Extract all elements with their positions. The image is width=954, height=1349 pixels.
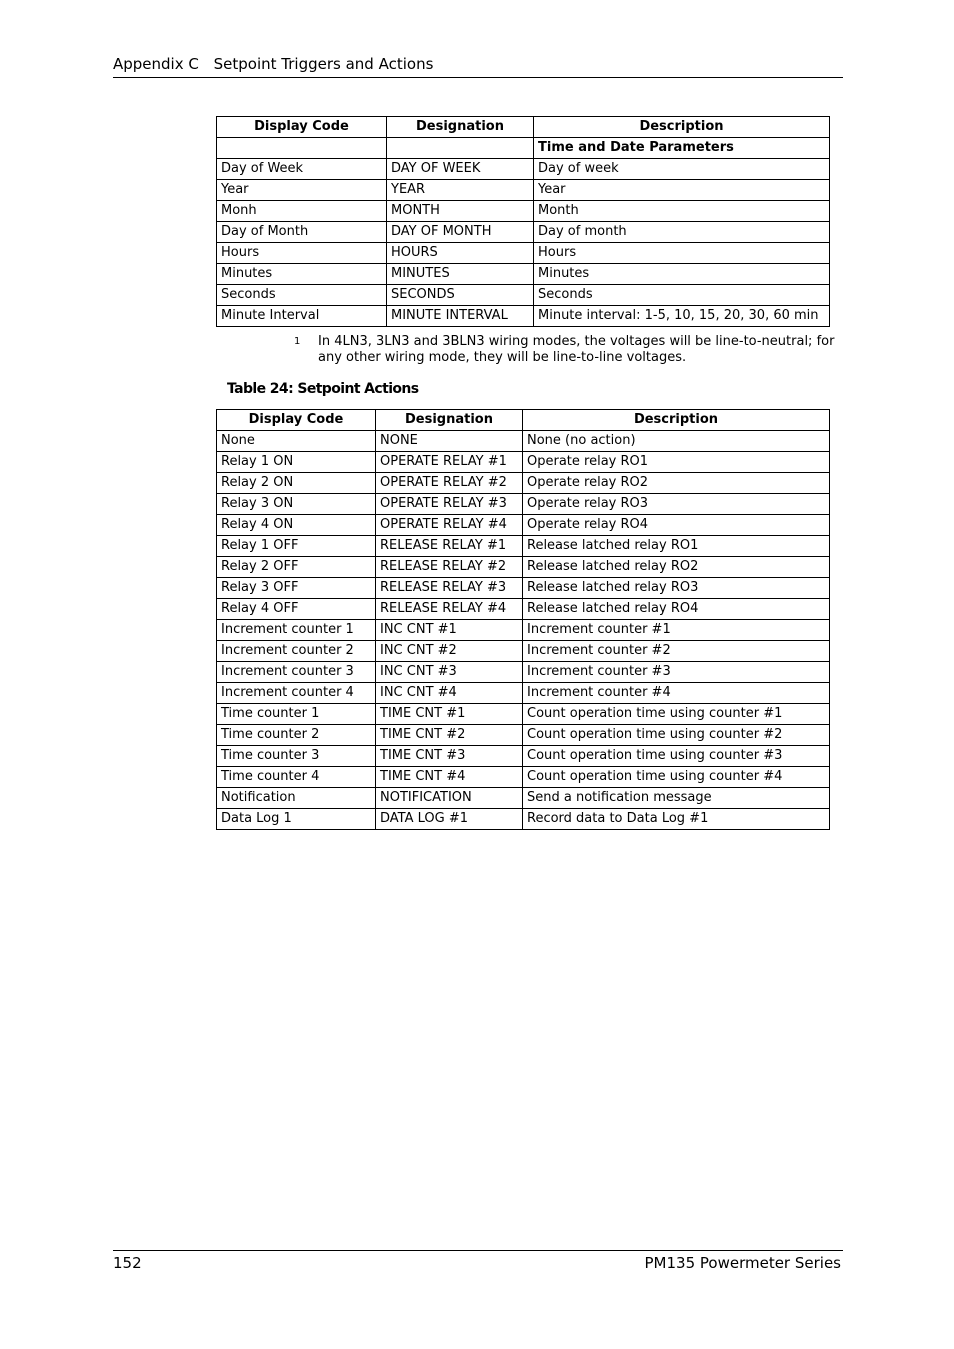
table-row [217, 201, 830, 222]
table-cell: Count operation time using counter #2 [523, 725, 830, 746]
table-cell: Relay 3 OFF [217, 578, 376, 599]
table-cell: Seconds [534, 285, 830, 306]
table-row [217, 620, 830, 641]
table-cell: Relay 3 ON [217, 494, 376, 515]
table-subheader: Time and Date Parameters [534, 138, 830, 159]
table-subheader-row [217, 138, 830, 159]
table-cell: DAY OF MONTH [387, 222, 534, 243]
table-cell: Data Log 1 [217, 809, 376, 830]
column-header: Display Code [217, 117, 387, 138]
table-cell: TIME CNT #4 [376, 767, 523, 788]
table-row [217, 746, 830, 767]
table-cell: Increment counter 4 [217, 683, 376, 704]
table-row [217, 704, 830, 725]
table-header-row [217, 410, 830, 431]
table-cell: Relay 1 ON [217, 452, 376, 473]
table-cell: Increment counter #2 [523, 641, 830, 662]
table-cell: INC CNT #2 [376, 641, 523, 662]
table-cell: MINUTES [387, 264, 534, 285]
table-cell: Release latched relay RO2 [523, 557, 830, 578]
table-row [217, 452, 830, 473]
table-cell: Relay 2 ON [217, 473, 376, 494]
table-row [217, 725, 830, 746]
table-cell: Release latched relay RO1 [523, 536, 830, 557]
page-footer [113, 1250, 843, 1272]
table-row [217, 788, 830, 809]
table-cell: Count operation time using counter #3 [523, 746, 830, 767]
table-caption: Table 24: Setpoint Actions [227, 381, 419, 397]
table-row [217, 515, 830, 536]
table-cell: Relay 2 OFF [217, 557, 376, 578]
table-row [217, 473, 830, 494]
table-row [217, 243, 830, 264]
table-cell: Month [534, 201, 830, 222]
table-cell: Count operation time using counter #1 [523, 704, 830, 725]
table-cell: Increment counter #4 [523, 683, 830, 704]
table-cell: Increment counter 1 [217, 620, 376, 641]
table-cell: DAY OF WEEK [387, 159, 534, 180]
table-cell: Day of week [534, 159, 830, 180]
table-cell: MONTH [387, 201, 534, 222]
table-cell: OPERATE RELAY #3 [376, 494, 523, 515]
table-cell: Minutes [217, 264, 387, 285]
page-header [113, 54, 843, 78]
table-cell: MINUTE INTERVAL [387, 306, 534, 327]
table-cell: Minutes [534, 264, 830, 285]
table-cell: Time counter 4 [217, 767, 376, 788]
table-cell: Relay 1 OFF [217, 536, 376, 557]
table-cell: Year [534, 180, 830, 201]
footnote-mark: 1 [294, 336, 301, 347]
table-cell: Record data to Data Log #1 [523, 809, 830, 830]
time-date-parameters-table [216, 116, 830, 327]
header-title: Setpoint Triggers and Actions [213, 55, 434, 73]
column-header: Description [523, 410, 830, 431]
table-cell: RELEASE RELAY #3 [376, 578, 523, 599]
table-cell: INC CNT #3 [376, 662, 523, 683]
table-header-row [217, 117, 830, 138]
appendix-label: Appendix C [113, 55, 199, 73]
table-cell: NONE [376, 431, 523, 452]
table-cell: RELEASE RELAY #4 [376, 599, 523, 620]
table-cell: OPERATE RELAY #4 [376, 515, 523, 536]
table-cell: RELEASE RELAY #1 [376, 536, 523, 557]
product-name: PM135 Powermeter Series [644, 1254, 841, 1272]
table-cell: Increment counter #1 [523, 620, 830, 641]
table-row [217, 536, 830, 557]
table-row [217, 599, 830, 620]
table-cell: Operate relay RO3 [523, 494, 830, 515]
table-cell: SECONDS [387, 285, 534, 306]
table-cell: Count operation time using counter #4 [523, 767, 830, 788]
table-cell: Year [217, 180, 387, 201]
table-cell: YEAR [387, 180, 534, 201]
table-cell: HOURS [387, 243, 534, 264]
table-cell: TIME CNT #3 [376, 746, 523, 767]
table-cell: Operate relay RO4 [523, 515, 830, 536]
table-row [217, 159, 830, 180]
table-row [217, 578, 830, 599]
table-cell: Monh [217, 201, 387, 222]
table-row [217, 662, 830, 683]
table-cell: Operate relay RO1 [523, 452, 830, 473]
column-header: Display Code [217, 410, 376, 431]
table-cell: Increment counter 2 [217, 641, 376, 662]
table-cell: Increment counter 3 [217, 662, 376, 683]
table-cell: Minute interval: 1-5, 10, 15, 20, 30, 60 min [534, 306, 830, 327]
table-cell: Day of Week [217, 159, 387, 180]
table-cell: Operate relay RO2 [523, 473, 830, 494]
table-row [217, 683, 830, 704]
table-cell: TIME CNT #2 [376, 725, 523, 746]
table-cell: Notification [217, 788, 376, 809]
column-header: Designation [376, 410, 523, 431]
table-row [217, 222, 830, 243]
table-row [217, 809, 830, 830]
table-cell: Day of Month [217, 222, 387, 243]
page-number: 152 [113, 1254, 142, 1272]
table-cell [217, 138, 387, 159]
table-row [217, 557, 830, 578]
table-row [217, 767, 830, 788]
table-cell: Seconds [217, 285, 387, 306]
table-cell: INC CNT #1 [376, 620, 523, 641]
table-cell: Minute Interval [217, 306, 387, 327]
table-row [217, 180, 830, 201]
table-cell: Increment counter #3 [523, 662, 830, 683]
table-row [217, 306, 830, 327]
table-cell: Send a notification message [523, 788, 830, 809]
table-cell: RELEASE RELAY #2 [376, 557, 523, 578]
table-cell: DATA LOG #1 [376, 809, 523, 830]
column-header: Description [534, 117, 830, 138]
table-cell: Relay 4 OFF [217, 599, 376, 620]
table-cell: INC CNT #4 [376, 683, 523, 704]
footnote-text: In 4LN3, 3LN3 and 3BLN3 wiring modes, the voltages will be line-to-neutral; for any other wiring mode, they will be line-to-line voltages. [318, 334, 835, 365]
table-row [217, 641, 830, 662]
column-header: Designation [387, 117, 534, 138]
table-cell: None (no action) [523, 431, 830, 452]
table-cell: Hours [534, 243, 830, 264]
table-cell: Time counter 1 [217, 704, 376, 725]
table-row [217, 285, 830, 306]
table-cell: Time counter 2 [217, 725, 376, 746]
table-cell: Hours [217, 243, 387, 264]
table-cell [387, 138, 534, 159]
table-cell: Release latched relay RO4 [523, 599, 830, 620]
table-row [217, 494, 830, 515]
table-cell: OPERATE RELAY #1 [376, 452, 523, 473]
table-row [217, 431, 830, 452]
table-cell: Time counter 3 [217, 746, 376, 767]
footnote [294, 334, 842, 366]
table-cell: Day of month [534, 222, 830, 243]
table-row [217, 264, 830, 285]
table-cell: TIME CNT #1 [376, 704, 523, 725]
table-cell: Release latched relay RO3 [523, 578, 830, 599]
table-cell: OPERATE RELAY #2 [376, 473, 523, 494]
setpoint-actions-table [216, 409, 830, 830]
table-cell: Relay 4 ON [217, 515, 376, 536]
table-cell: None [217, 431, 376, 452]
table-cell: NOTIFICATION [376, 788, 523, 809]
